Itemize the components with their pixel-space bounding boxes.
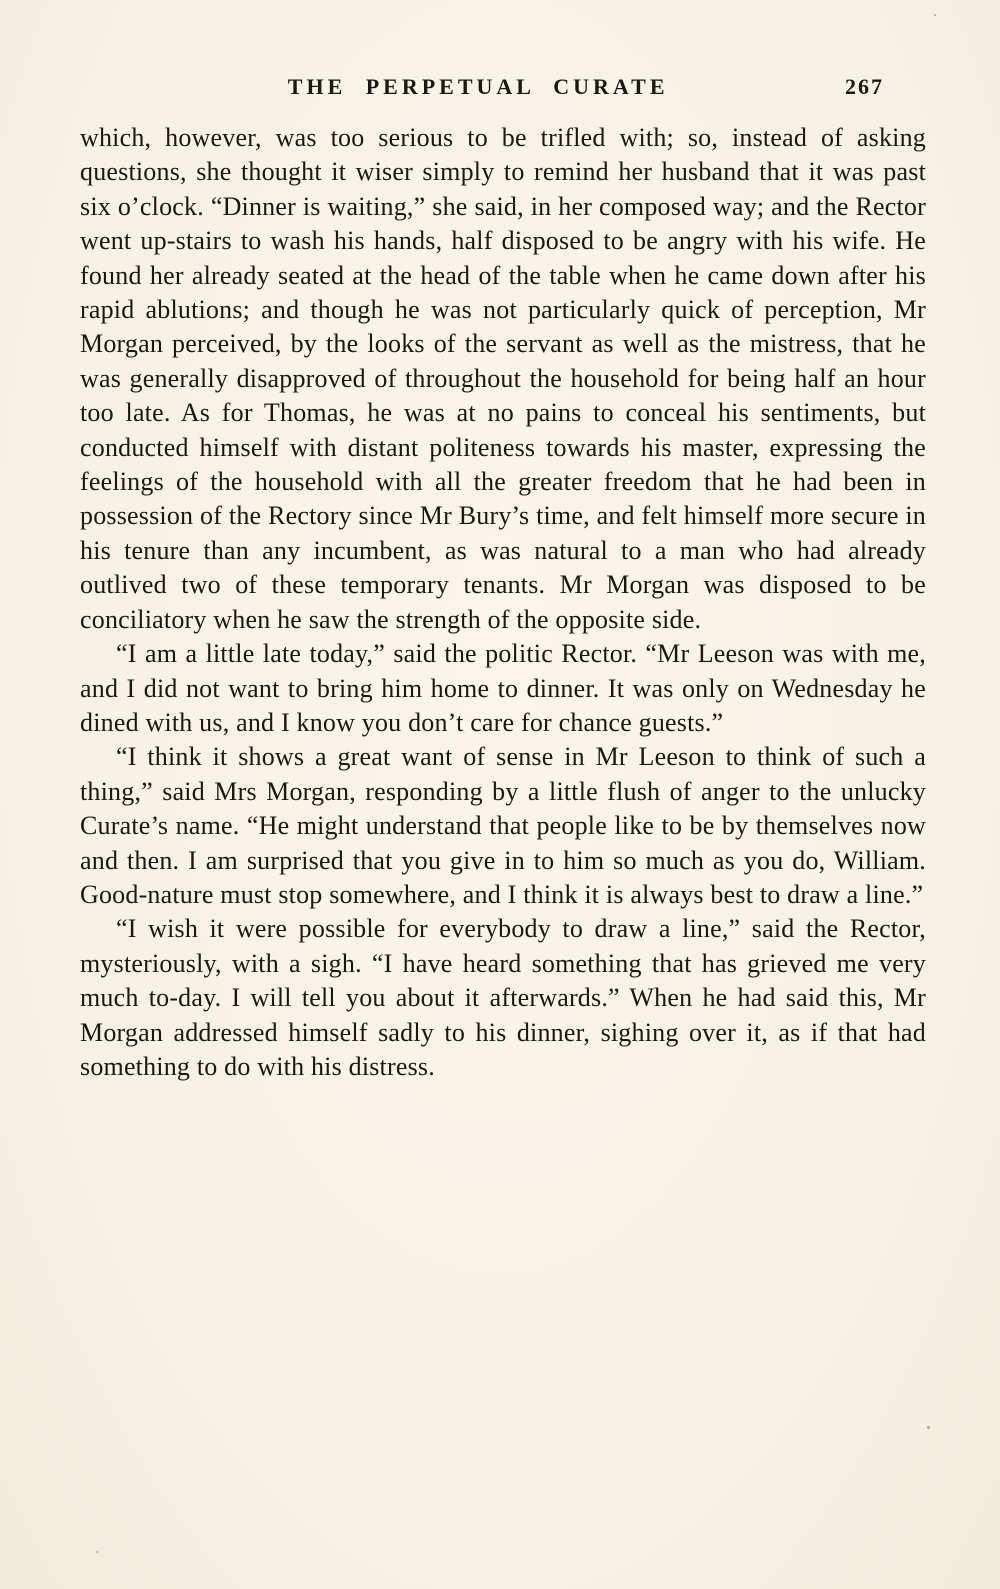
body-paragraph: “I am a little late today,” said the politic Rector. “Mr Leeson was with me, and I did not want to bring him home to dinner. It was only on Wednesday he dined with us, and I know you don’t care for chance guests.”	[80, 639, 926, 737]
body-paragraph: “I wish it were possible for everybody to draw a line,” said the Rector, mysteriously, with a sigh. “I have heard something that has grieved me very much to-day. I will tell you about it afterwards.” When he had said this, Mr Morgan addressed himself sadly to his dinner, sighing over it, as if that had something to do with his distress.	[80, 914, 926, 1081]
body-paragraph: which, however, was too serious to be trifled with; so, instead of asking questions, she thought it wiser simply to remind her husband that it was past six o’clock. “Dinner is waiting,” she said, in her composed way; and the Rector went up-stairs to wash his hands, half disposed to be angry with his wife. He found her already seated at the head of the table when he came down after his rapid ablutions; and though he was not particularly quick of perception, Mr Morgan perceived, by the looks of the servant as well as the mistress, that he was generally disapproved of throughout the household for being half an hour too late. As for Thomas, he was at no pains to conceal his sentiments, but conducted himself with distant politeness towards his master, expressing the feelings of the household with all the greater freedom that he had been in possession of the Rectory since Mr Bury’s time, and felt himself more secure in his tenure than any incumbent, as was natural to a man who had already outlived two of these temporary tenants. Mr Morgan was disposed to be conciliatory when he saw the strength of the opposite side.	[80, 123, 926, 634]
scan-speck	[934, 14, 936, 16]
page-body	[80, 121, 926, 1084]
page-number: 267	[845, 74, 884, 99]
body-paragraph: “I think it shows a great want of sense in Mr Leeson to think of such a thing,” said Mrs Morgan, responding by a little flush of anger to the unlucky Curate’s name. “He might understand that people like to be by themselves now and then. I am surprised that you give in to him so much as you do, William. Good-nature must stop somewhere, and I think it is always best to draw a line.”	[80, 742, 926, 909]
scan-speck	[927, 1426, 930, 1429]
scan-speck	[96, 1551, 98, 1553]
running-title: THE PERPETUAL CURATE	[287, 74, 669, 99]
page-header	[82, 74, 920, 106]
